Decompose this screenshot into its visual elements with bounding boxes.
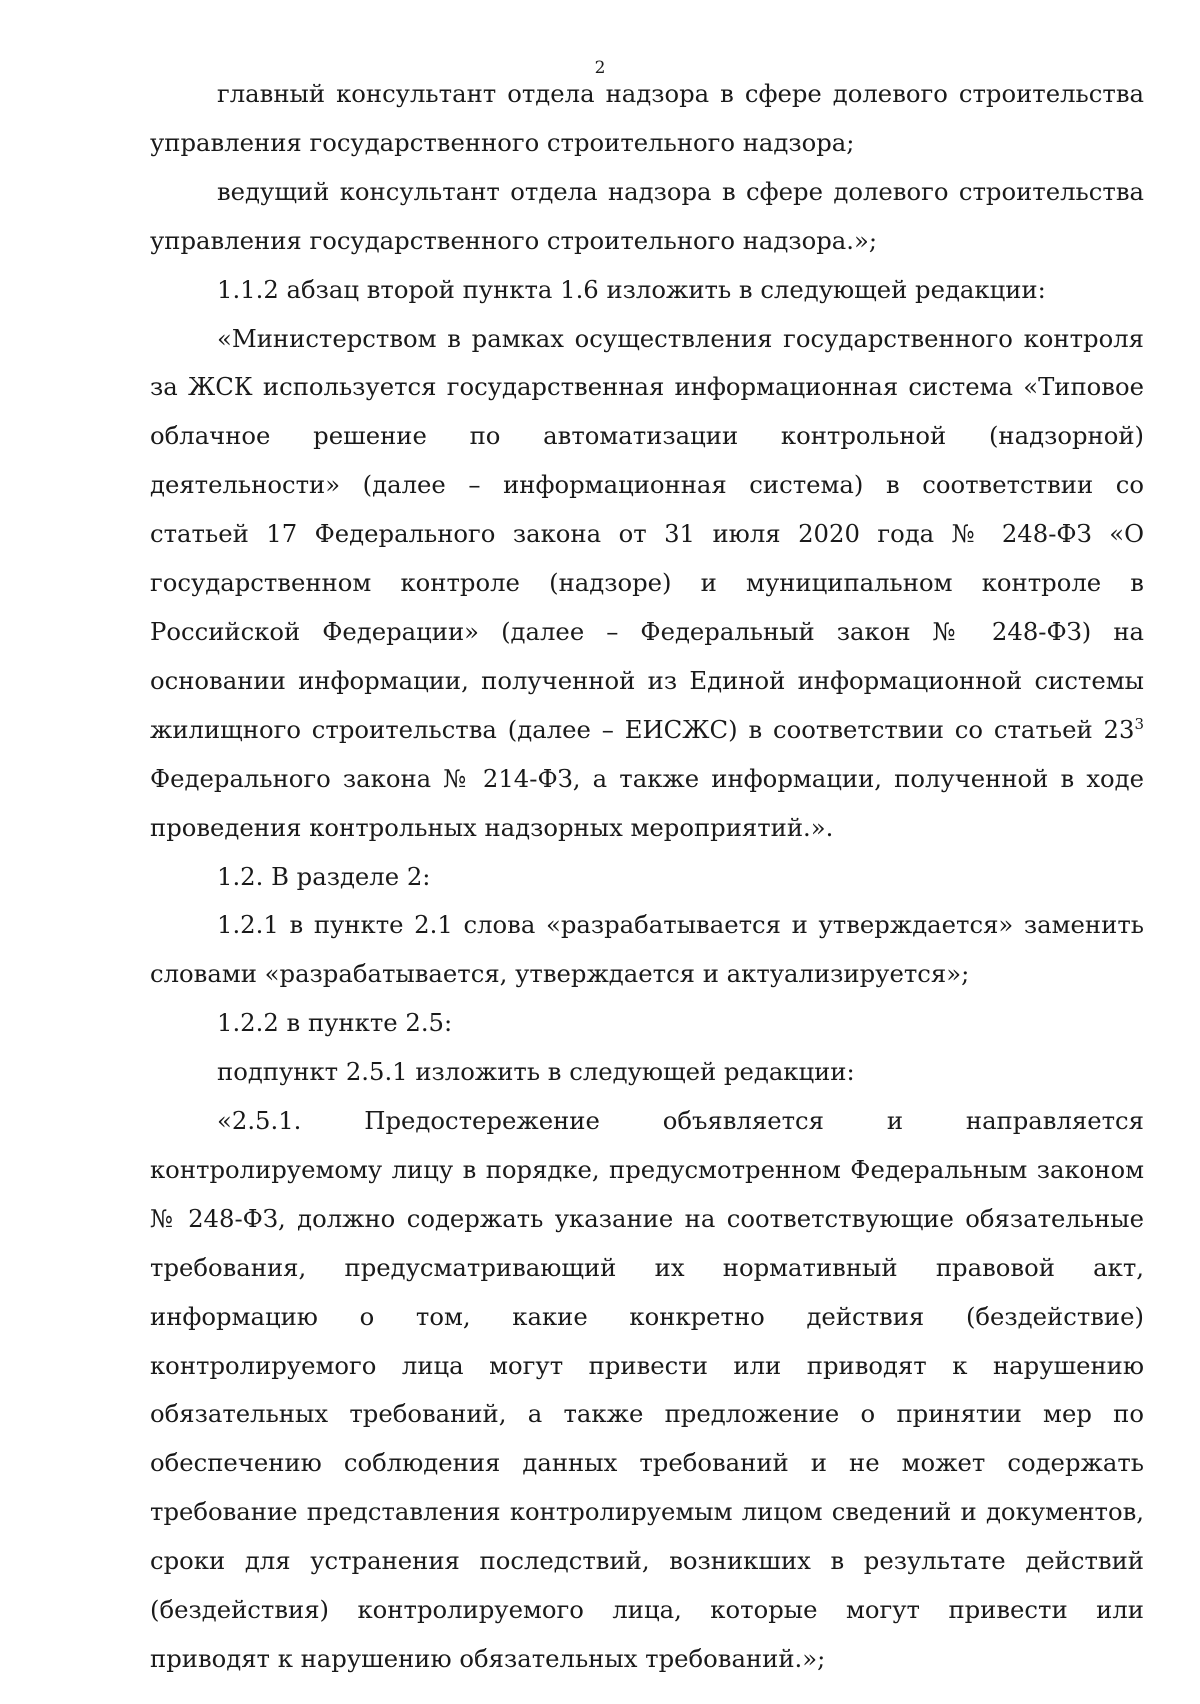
paragraph-1-2: 1.2. В разделе 2: xyxy=(217,861,431,891)
paragraph-ministry-info-system xyxy=(150,315,1144,853)
document-body xyxy=(150,70,1144,1684)
paragraph-1-2-1: 1.2.1 в пункте 2.1 слова «разрабатывается и утверждается» заменить словами «разрабатывается, утверждается и актуализируется»; xyxy=(150,910,1144,989)
paragraph-ministry-info-system-text: «Министерством в рамках осуществления государственного контроля за ЖСК используется государственная информационная система «Типовое облачное решение по автоматизации контрольной (надзорной) деятельности» (далее – информационная система) в соответствии со статьей 17 Федерального закона от 31 июля 2020 года № 248-ФЗ «О государственном контроле (надзоре) и муниципальном контроле в Российской Федерации» (далее – Федеральный закон № 248-ФЗ) на основании информации, полученной из Единой информационной системы жилищного строительства (далее – ЕИСЖС) в соответствии со статьей xyxy=(150,323,1144,744)
paragraph-1-1-2: 1.1.2 абзац второй пункта 1.6 изложить в следующей редакции: xyxy=(217,274,1046,304)
paragraph-chief-consultant: главный консультант отдела надзора в сфере долевого строительства управления государственного строительного надзора; xyxy=(150,79,1144,157)
paragraph-lead-consultant: ведущий консультант отдела надзора в сфере долевого строительства управления государственного строительного надзора.»; xyxy=(150,176,1144,255)
paragraph-ministry-info-system-tail: Федерального закона № 214-ФЗ, а также информации, полученной в ходе проведения контрольных надзорных мероприятий.». xyxy=(150,763,1144,842)
paragraph-2-5-1-warning: «2.5.1. Предостережение объявляется и направляется контролируемому лицу в порядке, предусмотренном Федеральным законом № 248-ФЗ, должно содержать указание на соответствующие обязательные требования, предусматривающий их нормативный правовой акт, информацию о том, какие конкретно действия (бездействие) контролируемого лица могут привести или приводят к нарушению обязательных требований, а также предложение о принятии мер по обеспечению соблюдения данных требований и не может содержать требование представления контролируемым лицом сведений и документов, сроки для устранения последствий, возникших в результате действий (бездействия) контролируемого лица, которые могут привести или приводят к нарушению обязательных требований.»; xyxy=(150,1106,1144,1673)
page-number: 2 xyxy=(594,58,606,78)
paragraph-1-2-2: 1.2.2 в пункте 2.5: xyxy=(217,1008,453,1038)
article-number: 23 xyxy=(1103,714,1135,744)
paragraph-subitem-2-5-1: подпункт 2.5.1 изложить в следующей редакции: xyxy=(217,1057,855,1087)
article-superscript: 3 xyxy=(1134,714,1144,733)
